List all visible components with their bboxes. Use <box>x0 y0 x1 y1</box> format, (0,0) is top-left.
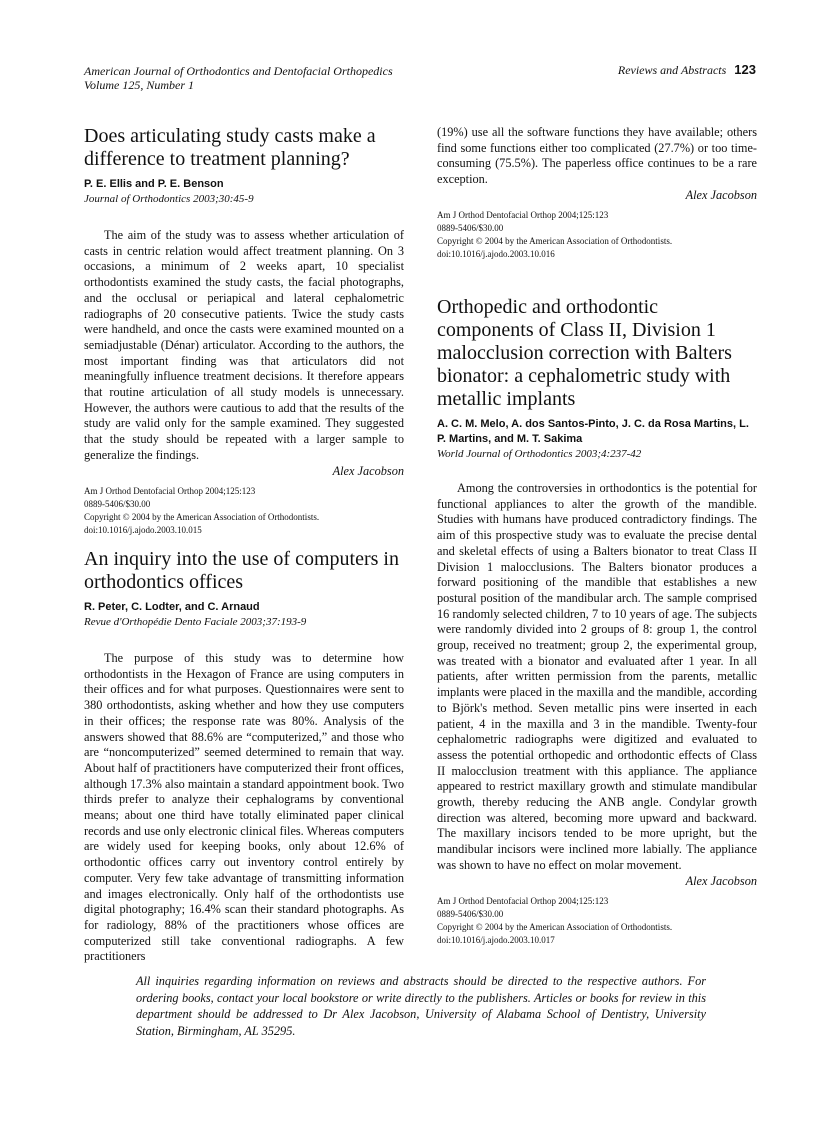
article-source: Journal of Orthodontics 2003;30:45-9 <box>84 193 254 205</box>
article-abstract: The purpose of this study was to determine how orthodontists in the Hexagon of France are using computers in their offices and for what purposes. Questionnaires were sent to 380 orthodontists, asking whether and how they use computers in their offices; the response rate was 80%. Analysis of the answers showed that 88.6% are “computerized,” and those who are “noncomputerized” seemed determined to remain that way. About half of practitioners have computerized their front offices, although 17.3% also maintain a standard appointment book. Two thirds prefer to analyze their cephalograms by conventional means; about one third have totally eliminated paper clinical records and use only electronic clinical files. Whereas computers are widely used for keeping books, only about 12.6% of orthodontic offices carry out inventory control entirely by computer. Very few take advantage of transmitting information and images electronically. Only half of the orthodontists use digital photography; 16.4% scan their standard photographs. As for radiology, 88% of the practitioners whose offices are computerized still take conventional radiographs. A few practitioners <box>84 651 404 964</box>
doi: doi:10.1016/j.ajodo.2003.10.015 <box>84 524 202 535</box>
article-authors: R. Peter, C. Lodter, and C. Arnaud <box>84 601 260 613</box>
running-header-left <box>84 64 393 92</box>
issn: 0889-5406/$30.00 <box>437 222 504 233</box>
journal-name: American Journal of Orthodontics and Dentofacial Orthopedics <box>84 64 393 78</box>
doi: doi:10.1016/j.ajodo.2003.10.016 <box>437 248 555 259</box>
page-number: 123 <box>734 62 756 77</box>
article-source: Revue d'Orthopédie Dento Faciale 2003;37:193-9 <box>84 616 307 628</box>
reviewer: Alex Jacobson <box>332 463 404 478</box>
article-meta <box>437 895 757 947</box>
article-abstract: Among the controversies in orthodontics is the potential for functional appliances to alter the growth of the mandible. Studies with humans have produced contradictory findings. The aim of this prospective study was to evaluate the precise dental and skeletal effects of using a Balters bionator to treat Class II Division 1 malocclusions. The Balters bionator produces a forward positioning of the mandible that establishes a new postural position of the mandibular arch. The sample comprised 16 randomly selected children, 7 to 10 years of age. The subjects were randomly divided into 2 groups of 8: group 1, the control group, received no treatment; group 2, the experimental group, was treated with a bionator and evaluated after 1 year. In all patients, after written permission from the parents, metallic implants were placed in the maxilla and the mandible, according to Björk's method. Seven metallic pins were inserted in each patient, 4 in the maxilla and 3 in the mandible. Twenty-four cephalometric radiographs were digitized and evaluated to assess the potential orthopedic and orthodontic effects of Class II malocclusion treatment with this appliance. The appliance appeared to restrict maxillary growth and stimulate mandibular growth, thereby reducing the ANB angle. Condylar growth direction was altered, becoming more upward and backward. The maxillary incisors tended to be more upright, but the mandibular incisors were inclined more labially. The appliance was shown to have no effect on molar movement. <box>437 481 757 872</box>
article-1 <box>84 125 404 537</box>
article-title: An inquiry into the use of computers in orthodontics offices <box>84 548 399 593</box>
article-abstract-continued: (19%) use all the software functions they have available; others find some functions either too complicated (27.7%) or too time-consuming (75.5%). The paperless office continues to be a rare exception. <box>437 125 757 187</box>
article-authors: P. E. Ellis and P. E. Benson <box>84 178 224 190</box>
article-meta <box>437 209 757 261</box>
doi: doi:10.1016/j.ajodo.2003.10.017 <box>437 934 555 945</box>
citation: Am J Orthod Dentofacial Orthop 2004;125:123 <box>84 485 256 496</box>
running-header-right <box>618 63 756 77</box>
volume-info: Volume 125, Number 1 <box>84 78 194 92</box>
article-source: World Journal of Orthodontics 2003;4:237-42 <box>437 448 642 460</box>
copyright: Copyright © 2004 by the American Association of Orthodontists. <box>437 235 673 246</box>
article-2-continued <box>437 125 757 261</box>
article-title: Does articulating study casts make a difference to treatment planning? <box>84 125 376 170</box>
article-abstract: The aim of the study was to assess whether articulation of casts in centric relation would affect treatment planning. On 3 occasions, a minimum of 2 weeks apart, 10 specialist orthodontists examined the study casts, the facial photographs, and the occlusal or periapical and lateral cephalometric radiographs of 20 consecutive patients. Twice the study casts were handheld, and once the casts were examined mounted on a semiadjustable (Dénar) articulator. According to the authors, the most important finding was that articulators did not meaningfully influence treatment decisions. It therefore appears that routine articulation of all study models is unnecessary. However, the authors were cautious to add that the results of the study are valid only for the sample examined. They suggested that the study should be repeated with a larger sample to generalize the findings. <box>84 228 404 462</box>
article-authors: A. C. M. Melo, A. dos Santos-Pinto, J. C. da Rosa Martins, L. P. Martins, and M. T. Sakima <box>437 418 749 445</box>
reviewer: Alex Jacobson <box>685 873 757 888</box>
article-2 <box>84 548 404 965</box>
reviewer: Alex Jacobson <box>685 187 757 202</box>
article-meta <box>84 485 404 537</box>
article-title: Orthopedic and orthodontic components of Class II, Division 1 malocclusion correction with Balters bionator: a cephalometric study with metallic implants <box>437 296 732 410</box>
citation: Am J Orthod Dentofacial Orthop 2004;125:123 <box>437 209 609 220</box>
copyright: Copyright © 2004 by the American Association of Orthodontists. <box>84 511 320 522</box>
citation: Am J Orthod Dentofacial Orthop 2004;125:123 <box>437 895 609 906</box>
issn: 0889-5406/$30.00 <box>437 908 504 919</box>
copyright: Copyright © 2004 by the American Association of Orthodontists. <box>437 921 673 932</box>
issn: 0889-5406/$30.00 <box>84 498 151 509</box>
article-3 <box>437 296 757 947</box>
section-name: Reviews and Abstracts <box>617 63 727 77</box>
footer-note: All inquiries regarding information on reviews and abstracts should be directed to the respective authors. For ordering books, contact your local bookstore or write directly to the publishers. Articles or books for review in this department should be addressed to Dr Alex Jacobson, University of Alabama School of Dentistry, University Station, Birmingham, AL 35295. <box>136 974 706 1038</box>
